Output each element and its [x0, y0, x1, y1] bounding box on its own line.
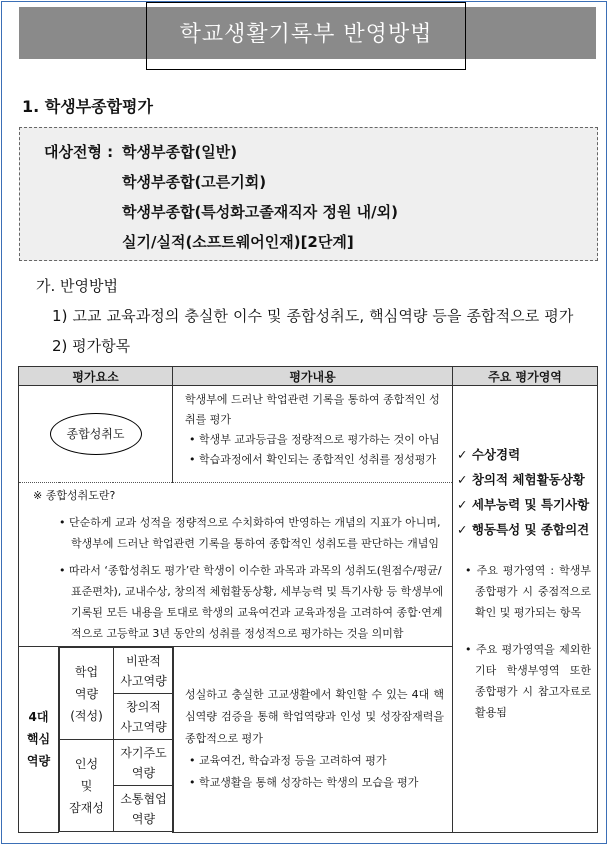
title-box: [146, 2, 466, 70]
check-item: ✓ 수상경력: [457, 447, 521, 462]
evaluation-table: [18, 366, 598, 833]
side-note: • 주요 평가영역을 제외한 기타 학생부영역 또한 종합평가 시 참고자료로 활용됨: [465, 643, 592, 719]
check-item: ✓ 세부능력 및 특기사항: [457, 497, 590, 512]
page-title: 학교생활기록부 반영방법: [179, 21, 433, 47]
target-item: 학생부종합(특성화고졸재직자 정원 내/외): [122, 203, 398, 221]
competency-content: [173, 647, 453, 833]
note-item: • 따라서 ‘종합성취도 평가’란 학생이 이수한 과목과 과목의 성취도(원점수/평균/표준편차), 교내수상, 창의적 체험활동상황, 세부능력 및 특기사항 등 학생부에 기록된 모든 내용을 토대로 학생의 교육여건과 교육과정을 고려하여 종합·연계적으로 고등학교 3년 동안의 성취를 정성적으로 평가하는 것을 의미함: [59, 564, 444, 640]
note-title: ※ 종합성취도란?: [33, 489, 116, 502]
header-area: 주요 평가영역: [453, 367, 598, 386]
competency-paragraph: 성실하고 충실한 고교생활에서 확인할 수 있는 4대 핵심역량 검증을 통해 학업역량과 인성 및 성장잠재력을 종합적으로 평가: [185, 688, 445, 746]
list-item: • 학생부 교과등급을 정량적으로 평가하는 것이 아님: [189, 433, 440, 446]
content-cell: [173, 386, 453, 483]
note-cell: [19, 483, 453, 647]
competency-sub: 비판적 사고역량: [114, 648, 174, 694]
list-item: • 학교생활을 통해 성장하는 학생의 모습을 평가: [189, 776, 419, 790]
method-item-1: 1) 고교 교육과정의 충실한 이수 및 종합성취도, 핵심역량 등을 종합적으로 평가: [52, 307, 574, 325]
content-paragraph: 학생부에 드러난 학업관련 기록을 통하여 종합적인 성취를 평가: [185, 393, 440, 426]
side-note: • 주요 평가영역 : 학생부 종합평가 시 중점적으로 확인 및 평가되는 항목: [465, 564, 592, 619]
target-item: 실기/실적(소프트웨어인재)[2단계]: [122, 233, 354, 251]
check-item: ✓ 행동특성 및 종합의견: [457, 522, 590, 537]
competency-sub: 자기주도 역량: [114, 740, 174, 786]
section-heading: 1. 학생부종합평가: [22, 97, 153, 116]
check-item: ✓ 창의적 체험활동상황: [457, 472, 585, 487]
target-item: 학생부종합(고른기회): [122, 173, 267, 191]
target-label: 대상전형 :: [44, 143, 114, 161]
target-item: 학생부종합(일반): [122, 143, 238, 161]
table-header-row: [19, 367, 598, 386]
competency-sub: 소통협업 역량: [114, 786, 174, 832]
list-item: • 학습과정에서 확인되는 종합적인 성취를 정성평가: [189, 453, 437, 466]
list-item: • 교육여건, 학습과정 등을 고려하여 평가: [189, 754, 387, 768]
subheading-ga: 가. 반영방법: [36, 277, 118, 295]
competency-group-character: 인성 및 잠재성: [60, 740, 114, 832]
target-box: [19, 127, 598, 261]
header-element: 평가요소: [19, 367, 173, 386]
area-cell: [453, 386, 598, 833]
competency-sub: 창의적 사고역량: [114, 694, 174, 740]
header-content: 평가내용: [173, 367, 453, 386]
method-item-2: 2) 평가항목: [52, 337, 131, 355]
element-cell: [19, 386, 173, 483]
competency-label: 4대 핵심 역량: [19, 647, 59, 833]
competency-group-academic: 학업 역량 (적성): [60, 648, 114, 740]
competency-groups: [59, 647, 173, 833]
note-item: • 단순하게 교과 성적을 정량적으로 수치화하여 반영하는 개념의 지표가 아니며, 학생부에 드러난 학업관련 기록을 통하여 종합적인 성취도를 판단하는 개념임: [59, 516, 441, 550]
table-row: [19, 386, 598, 483]
achievement-oval: 종합성취도: [50, 413, 142, 455]
